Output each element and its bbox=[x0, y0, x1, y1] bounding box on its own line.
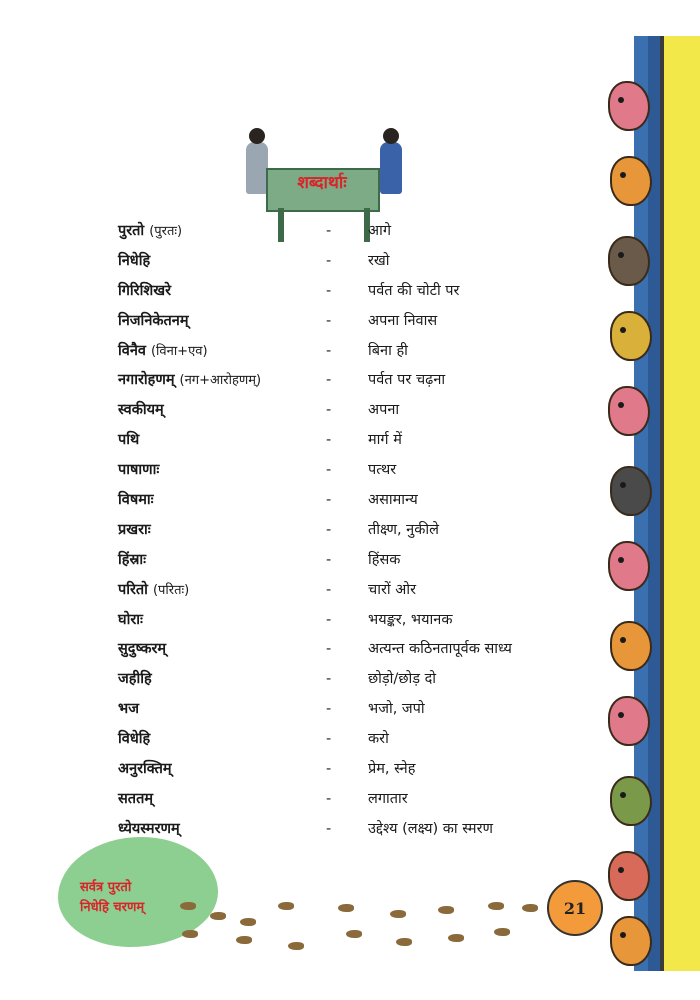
term-word: प्रखराः bbox=[118, 521, 151, 538]
folk-face-icon bbox=[610, 916, 652, 966]
glossary-row bbox=[118, 789, 578, 819]
motto-line-2: निधेहि चरणम् bbox=[80, 900, 145, 915]
glossary-term bbox=[118, 580, 189, 601]
glossary-term bbox=[118, 281, 171, 301]
separator-dash: - bbox=[326, 492, 332, 509]
separator-dash: - bbox=[326, 641, 332, 658]
term-word: निजनिकेतनम् bbox=[118, 312, 189, 329]
glossary-term bbox=[118, 251, 150, 271]
glossary-row bbox=[118, 221, 578, 251]
glossary-row bbox=[118, 430, 578, 460]
glossary-term bbox=[118, 490, 154, 510]
term-word: जहीहि bbox=[118, 671, 152, 688]
glossary-term bbox=[118, 610, 143, 630]
term-word: पुरतो bbox=[118, 223, 145, 239]
glossary-term bbox=[118, 789, 153, 809]
glossary-row bbox=[118, 580, 578, 610]
glossary-meaning: अपना निवास bbox=[368, 312, 438, 329]
separator-dash: - bbox=[326, 372, 332, 389]
term-note: (परितः) bbox=[152, 582, 190, 598]
term-word: गिरिशिखरे bbox=[118, 282, 172, 299]
section-heading: शब्दार्थाः bbox=[297, 173, 347, 193]
glossary-meaning: रखो bbox=[368, 252, 390, 269]
folk-face-icon bbox=[610, 156, 652, 206]
glossary-meaning: मार्ग में bbox=[368, 432, 402, 449]
glossary-row bbox=[118, 520, 578, 550]
glossary-term bbox=[118, 370, 261, 391]
separator-dash: - bbox=[326, 521, 332, 538]
glossary-row bbox=[118, 699, 578, 729]
glossary-row bbox=[118, 311, 578, 341]
motto-line-1: सर्वत्र पुरतो bbox=[80, 880, 132, 895]
folk-face-icon bbox=[608, 236, 650, 286]
separator-dash: - bbox=[326, 761, 332, 778]
term-word: हिंस्राः bbox=[118, 551, 147, 568]
separator-dash: - bbox=[326, 402, 332, 419]
term-note: (नग+आरोहणम्) bbox=[179, 373, 262, 389]
term-word: घोराः bbox=[118, 611, 143, 628]
term-word: ध्येयस्मरणम् bbox=[118, 820, 180, 837]
separator-dash: - bbox=[326, 701, 332, 718]
glossary-meaning: चारों ओर bbox=[368, 581, 417, 598]
glossary-meaning: तीक्ष्ण, नुकीले bbox=[368, 521, 439, 538]
glossary-term bbox=[118, 221, 182, 242]
glossary-term bbox=[118, 400, 164, 420]
term-word: विषमाः bbox=[118, 492, 154, 509]
term-word: परितो bbox=[118, 581, 148, 598]
motto-text bbox=[80, 878, 144, 918]
glossary-meaning: हिंसक bbox=[368, 551, 401, 568]
glossary-meaning: पर्वत पर चढ़ना bbox=[368, 372, 446, 389]
separator-dash: - bbox=[326, 551, 332, 568]
glossary-row bbox=[118, 490, 578, 520]
glossary-row bbox=[118, 400, 578, 430]
glossary-meaning: अपना bbox=[368, 402, 400, 419]
term-word: स्वकीयम् bbox=[118, 402, 164, 419]
glossary-row bbox=[118, 639, 578, 669]
glossary-row bbox=[118, 370, 578, 400]
glossary-row bbox=[118, 341, 578, 371]
glossary-term bbox=[118, 341, 208, 362]
glossary-term bbox=[118, 639, 166, 659]
term-word: विधेहि bbox=[118, 731, 151, 748]
glossary-meaning: अत्यन्त कठिनतापूर्वक साध्य bbox=[368, 641, 512, 658]
glossary-meaning: उद्देश्य (लक्ष्य) का स्मरण bbox=[368, 820, 493, 837]
term-word: पथि bbox=[118, 432, 140, 449]
folk-face-icon bbox=[610, 466, 652, 516]
term-word: सुदुष्करम् bbox=[118, 641, 167, 658]
glossary-row bbox=[118, 729, 578, 759]
glossary-meaning: प्रेम, स्नेह bbox=[368, 761, 416, 778]
glossary-term bbox=[118, 460, 159, 480]
term-word: विनैव bbox=[118, 342, 146, 359]
glossary-row bbox=[118, 251, 578, 281]
glossary-meaning: छोड़ो/छोड़ दो bbox=[368, 671, 437, 688]
glossary-term bbox=[118, 819, 180, 839]
folk-face-icon bbox=[610, 621, 652, 671]
separator-dash: - bbox=[326, 671, 332, 688]
term-word: नगारोहणम् bbox=[118, 372, 175, 389]
girl-figure bbox=[380, 142, 402, 194]
glossary-term bbox=[118, 759, 172, 779]
separator-dash: - bbox=[326, 611, 332, 628]
folk-face-icon bbox=[608, 386, 650, 436]
glossary-meaning: भजो, जपो bbox=[368, 701, 425, 718]
glossary-term bbox=[118, 550, 146, 570]
folk-face-icon bbox=[608, 541, 650, 591]
glossary-meaning: पत्थर bbox=[368, 462, 397, 479]
separator-dash: - bbox=[326, 790, 332, 807]
separator-dash: - bbox=[326, 820, 332, 837]
page-number: 21 bbox=[547, 880, 603, 936]
separator-dash: - bbox=[326, 312, 332, 329]
glossary-row bbox=[118, 460, 578, 490]
term-word: अनुरक्तिम् bbox=[118, 761, 172, 778]
glossary-term bbox=[118, 520, 151, 540]
term-note: (पुरतः) bbox=[149, 224, 183, 239]
glossary-meaning: पर्वत की चोटी पर bbox=[368, 282, 460, 299]
term-note: (विना+एव) bbox=[150, 343, 208, 359]
glossary-term bbox=[118, 311, 188, 331]
decorative-border bbox=[608, 36, 700, 971]
folk-face-icon bbox=[610, 311, 652, 361]
term-word: भज bbox=[118, 701, 139, 718]
glossary-term bbox=[118, 669, 152, 689]
glossary-row bbox=[118, 281, 578, 311]
glossary-row bbox=[118, 550, 578, 580]
glossary-term bbox=[118, 729, 150, 749]
separator-dash: - bbox=[326, 223, 332, 239]
glossary-row bbox=[118, 759, 578, 789]
boy-figure bbox=[246, 142, 268, 194]
folk-face-icon bbox=[608, 81, 650, 131]
term-word: निधेहि bbox=[118, 252, 151, 269]
term-word: सततम् bbox=[118, 790, 154, 807]
term-word: पाषाणाः bbox=[118, 462, 160, 479]
glossary-meaning: आगे bbox=[368, 223, 391, 239]
glossary-meaning: भयङ्कर, भयानक bbox=[368, 611, 453, 628]
glossary-row bbox=[118, 610, 578, 640]
folk-face-icon bbox=[608, 851, 650, 901]
glossary-meaning: असामान्य bbox=[368, 492, 418, 509]
glossary-term bbox=[118, 699, 139, 719]
separator-dash: - bbox=[326, 462, 332, 479]
glossary-row bbox=[118, 819, 578, 849]
separator-dash: - bbox=[326, 252, 332, 269]
glossary-meaning: करो bbox=[368, 731, 389, 748]
glossary-meaning: बिना ही bbox=[368, 342, 408, 359]
folk-face-icon bbox=[608, 696, 650, 746]
separator-dash: - bbox=[326, 731, 332, 748]
separator-dash: - bbox=[326, 581, 332, 598]
glossary-meaning: लगातार bbox=[368, 790, 408, 807]
separator-dash: - bbox=[326, 342, 332, 359]
glossary-term bbox=[118, 430, 139, 450]
separator-dash: - bbox=[326, 282, 332, 299]
separator-dash: - bbox=[326, 432, 332, 449]
glossary-list bbox=[118, 221, 578, 849]
folk-face-icon bbox=[610, 776, 652, 826]
glossary-row bbox=[118, 669, 578, 699]
header-illustration bbox=[238, 128, 410, 224]
